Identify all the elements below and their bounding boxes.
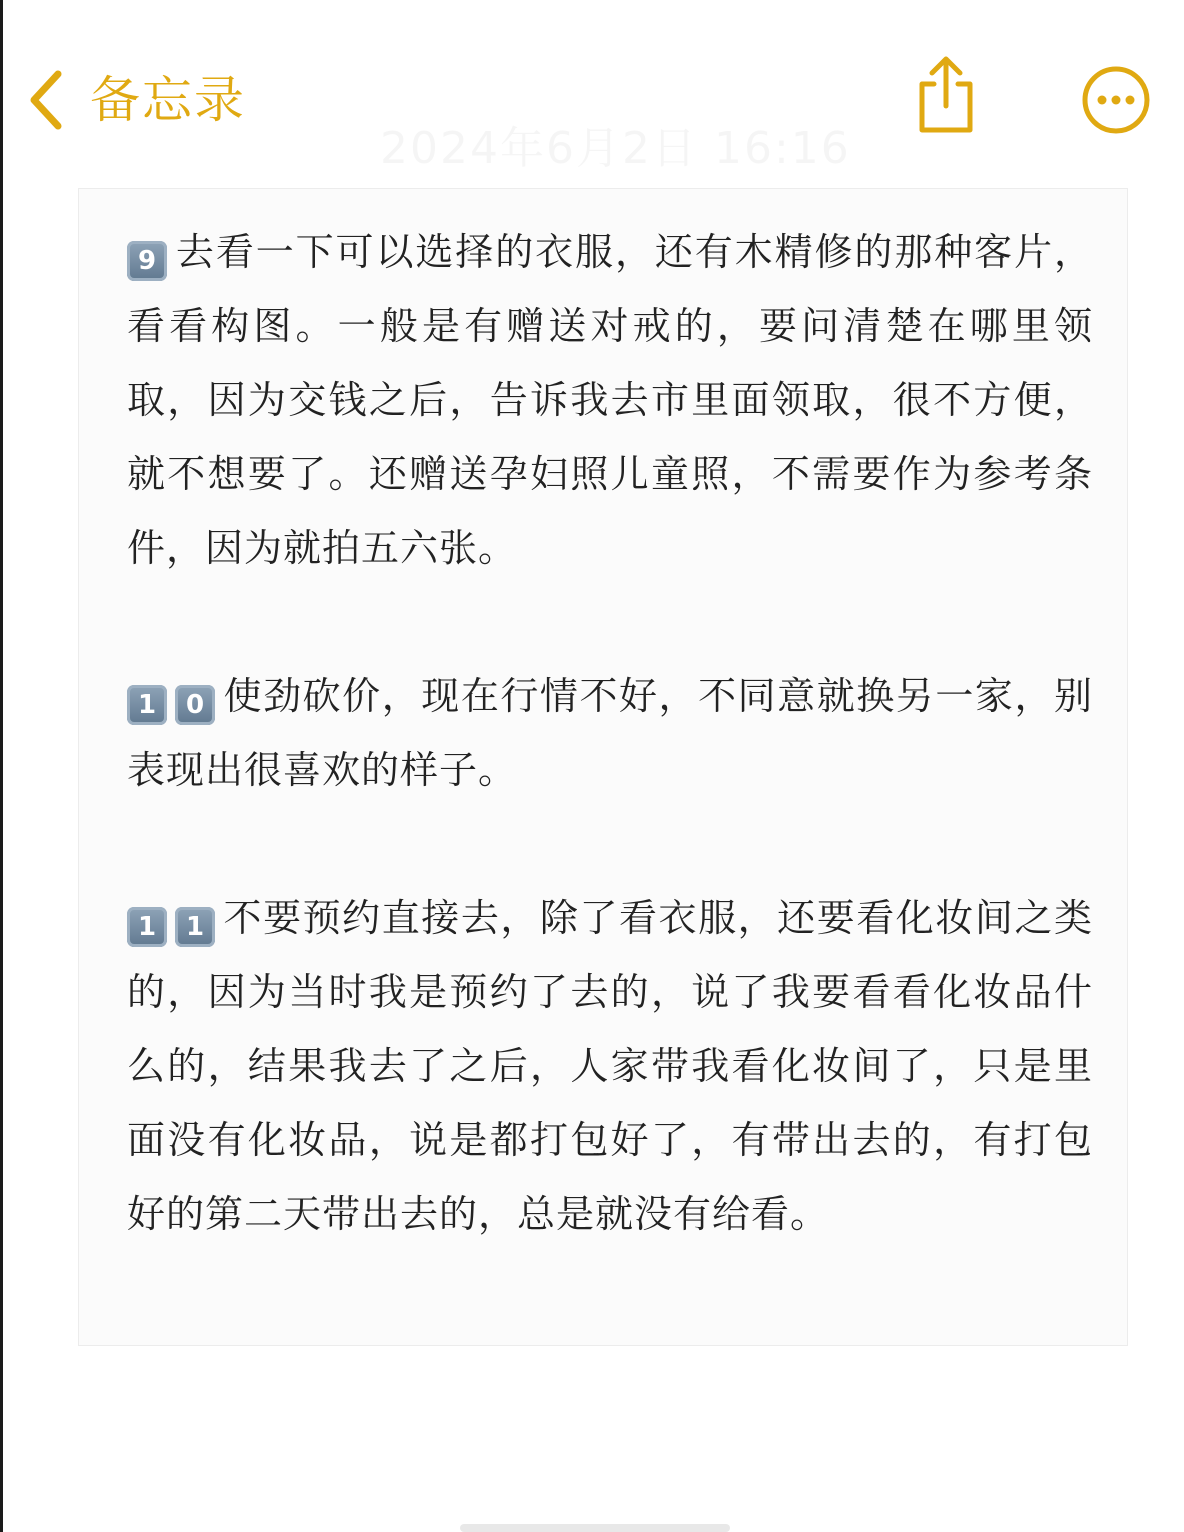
keycap-digit-icon: 1 <box>127 685 167 725</box>
note-paragraph-9 <box>127 215 1093 585</box>
ellipsis-circle-icon <box>1080 64 1152 136</box>
note-body[interactable] <box>127 215 1093 1251</box>
keycap-digit-icon: 0 <box>175 685 215 725</box>
note-card <box>78 188 1128 1346</box>
back-button[interactable] <box>26 60 246 140</box>
note-date-faded <box>380 112 851 176</box>
note-paragraph-11 <box>127 881 1093 1251</box>
home-indicator[interactable] <box>460 1524 730 1532</box>
note-paragraph-10 <box>127 659 1093 807</box>
note-paragraph-text: 使劲砍价，现在行情不好，不同意就换另一家，别表现出很喜欢的样子。 <box>127 674 1093 792</box>
share-button[interactable] <box>912 54 980 136</box>
more-options-button[interactable] <box>1080 64 1152 136</box>
chevron-left-icon <box>26 68 66 132</box>
note-paragraph-text: 不要预约直接去，除了看衣服，还要看化妆间之类的，因为当时我是预约了去的，说了我要看看化妆品什么的，结果我去了之后，人家带我看化妆间了，只是里面没有化妆品，说是都打包好了，有带出去的，有打包好的第二天带出去的，总是就没有给看。 <box>127 896 1093 1236</box>
back-label: 备忘录 <box>90 71 246 129</box>
keycap-digit-icon: 9 <box>127 241 167 281</box>
note-paragraph-text: 去看一下可以选择的衣服，还有木精修的那种客片，看看构图。一般是有赠送对戒的，要问清楚在哪里领取，因为交钱之后，告诉我去市里面领取，很不方便，就不想要了。还赠送孕妇照儿童照，不需要作为参考条件，因为就拍五六张。 <box>127 230 1093 570</box>
keycap-digit-icon: 1 <box>175 907 215 947</box>
left-edge-border <box>0 0 3 1532</box>
share-icon <box>912 54 980 136</box>
keycap-digit-icon: 1 <box>127 907 167 947</box>
